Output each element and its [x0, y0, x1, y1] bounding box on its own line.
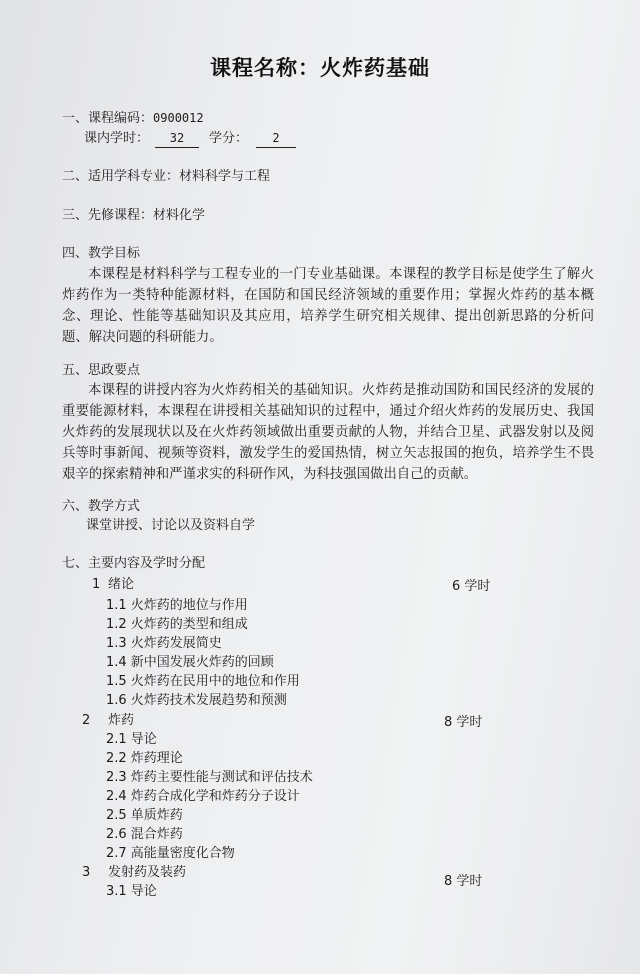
course-title: 课程名称：火炸药基础 [210, 56, 430, 80]
list-item: 2.5 单质炸药 [106, 808, 183, 823]
chapter-1-hours: 6 学时 [452, 579, 491, 594]
list-item: 1.6 火炸药技术发展趋势和预测 [106, 693, 287, 708]
section-5-heading: 五、思政要点 [62, 363, 141, 378]
list-item: 1.3 火炸药发展简史 [106, 636, 222, 651]
list-item: 2.1 导论 [106, 732, 157, 747]
applicable-major: 二、适用学科专业：材料科学与工程 [62, 169, 271, 184]
chapter-3-hours: 8 学时 [444, 874, 483, 889]
chapter-3-number: 3 [82, 865, 91, 880]
list-item: 3.1 导论 [106, 884, 157, 899]
list-item: 1.5 火炸药在民用中的地位和作用 [106, 674, 300, 689]
ideology-text: 本课程的讲授内容为火炸药相关的基础知识。火炸药是推动国防和国民经济的发展的重要能源材料，本课程在讲授相关基础知识的过程中，通过介绍火炸药的发展历史、我国火炸药的发展现状以及在火炸药领域做出重要贡献的人物，并结合卫星、武器发射以及阅兵等时事新闻、视频等资料，激发学生的爱国热情，树立矢志报国的抱负，培养学生不畏艰辛的探索精神和严谨求实的科研作风，为科技强国做出自己的贡献。 [62, 383, 594, 482]
list-item: 2.2 炸药理论 [106, 751, 183, 766]
teaching-method-text: 课堂讲授、讨论以及资料自学 [86, 518, 256, 533]
credit-value: 2 [256, 129, 296, 148]
credit-label: 学分： [209, 131, 249, 146]
chapter-2-hours: 8 学时 [444, 715, 483, 730]
list-item: 2.6 混合炸药 [106, 827, 183, 842]
chapter-2-title: 炸药 [108, 713, 135, 728]
chapter-1-title: 绪论 [108, 577, 135, 592]
course-code: 0900012 [153, 111, 204, 125]
section-7-heading: 七、主要内容及学时分配 [62, 556, 206, 571]
hours-value: 32 [155, 129, 199, 148]
teaching-objectives-text: 本课程是材料科学与工程专业的一门专业基础课。本课程的教学目标是使学生了解火炸药作为一类特种能源材料，在国防和国民经济领域的重要作用；掌握火炸药的基本概念、理论、性能等基础知识及其应用，培养学生研究相关规律、提出创新思路的分析问题、解决问题的科研能力。 [62, 267, 594, 345]
hours-credit-line [84, 129, 296, 148]
list-item: 2.3 炸药主要性能与测试和评估技术 [106, 770, 313, 785]
list-item: 1.1 火炸药的地位与作用 [106, 598, 248, 613]
section-6-heading: 六、教学方式 [62, 499, 141, 514]
chapter-2-number: 2 [82, 713, 91, 728]
list-item: 2.7 高能量密度化合物 [106, 846, 235, 861]
course-code-line [62, 109, 204, 128]
chapter-1-number: 1 [92, 577, 101, 592]
course-code-label: 一、课程编码： [62, 111, 154, 126]
list-item: 1.4 新中国发展火炸药的回顾 [106, 655, 274, 670]
list-item: 1.2 火炸药的类型和组成 [106, 617, 248, 632]
list-item: 2.4 炸药合成化学和炸药分子设计 [106, 789, 300, 804]
chapter-3-title: 发射药及装药 [108, 865, 187, 880]
prerequisite: 三、先修课程：材料化学 [62, 208, 206, 223]
section-4-heading: 四、教学目标 [62, 246, 141, 261]
hours-label: 课内学时： [84, 131, 150, 146]
